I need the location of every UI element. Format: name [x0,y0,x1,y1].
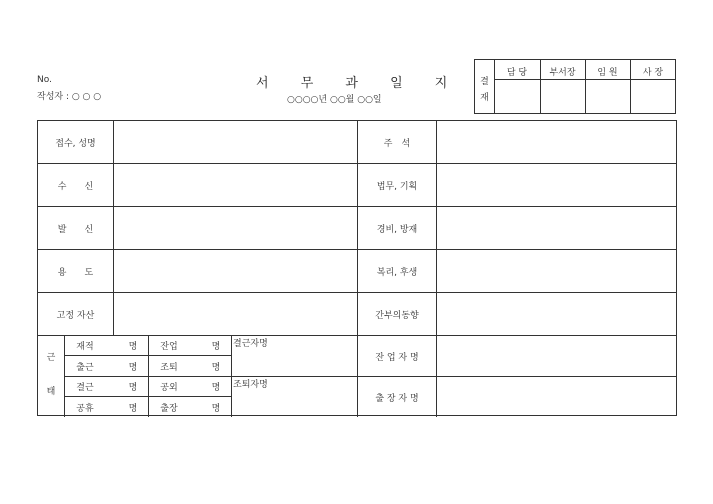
executive-trends-field[interactable] [437,293,676,335]
business-trip-names-field[interactable] [437,377,676,417]
approval-col-executive: 임 원 [597,68,618,78]
business-trip-names-label: 출 장 자 명 [375,393,419,404]
legal-planning-field[interactable] [437,164,676,206]
attendance-label-bottom: 태 [46,386,56,397]
executive-trends-label: 간부의동향 [375,310,419,321]
official-leave-unit: 명 [211,383,221,393]
overtime-names-label: 잔 업 자 명 [375,352,419,363]
absent-label: 결근 [76,383,94,393]
incoming-field[interactable] [114,164,357,206]
overtime-unit: 명 [211,342,221,352]
attendance-label-top: 근 [46,352,56,363]
holiday-label: 공휴 [76,403,94,414]
present-label: 출근 [76,362,94,373]
holiday-unit: 명 [128,403,138,414]
fixed-assets-label: 고정 자산 [56,310,95,321]
notes-label: 주 석 [383,138,411,149]
legal-planning-label: 법무, 기획 [376,181,418,192]
outgoing-label: 발 신 [57,224,94,235]
enrolled-label: 재적 [76,342,94,352]
expense-security-label: 경비, 방재 [376,224,418,235]
business-trip-label: 출장 [160,403,178,414]
enrolled-unit: 명 [128,342,138,352]
receipt-name-label: 접수, 성명 [55,138,96,149]
approval-box [474,59,676,114]
approval-col-dept-head: 부서장 [549,68,576,78]
expense-security-field[interactable] [437,207,676,249]
present-unit: 명 [128,362,138,373]
usage-label: 용 도 [57,267,94,278]
early-leave-unit: 명 [211,362,221,373]
approval-label-top: 결 [480,77,489,87]
welfare-field[interactable] [437,250,676,292]
approval-col-manager: 담 당 [506,68,528,78]
document-number-label: No. [37,75,52,85]
overtime-names-field[interactable] [437,336,676,376]
page-title: 서 무 과 일 지 [256,76,462,91]
receipt-name-field[interactable] [114,121,357,163]
approval-label-bottom: 재 [480,93,489,103]
fixed-assets-field[interactable] [114,293,357,335]
author-label: 작성자 : ○ ○ ○ [37,92,102,102]
approval-col-president: 사 장 [642,68,664,78]
notes-field[interactable] [437,121,676,163]
outgoing-field[interactable] [114,207,357,249]
absent-names-label: 결근자명 [233,339,268,349]
incoming-label: 수 신 [57,181,94,192]
usage-field[interactable] [114,250,357,292]
business-trip-unit: 명 [211,403,221,414]
document-date: ○○○○년 ○○월 ○○일 [287,95,382,105]
overtime-label: 잔업 [160,342,178,352]
welfare-label: 복리, 후생 [376,267,418,278]
early-leave-label: 조퇴 [160,362,178,373]
main-table [37,120,677,416]
absent-unit: 명 [128,383,138,393]
official-leave-label: 공외 [160,383,178,393]
early-leave-names-label: 조퇴자명 [233,380,268,390]
